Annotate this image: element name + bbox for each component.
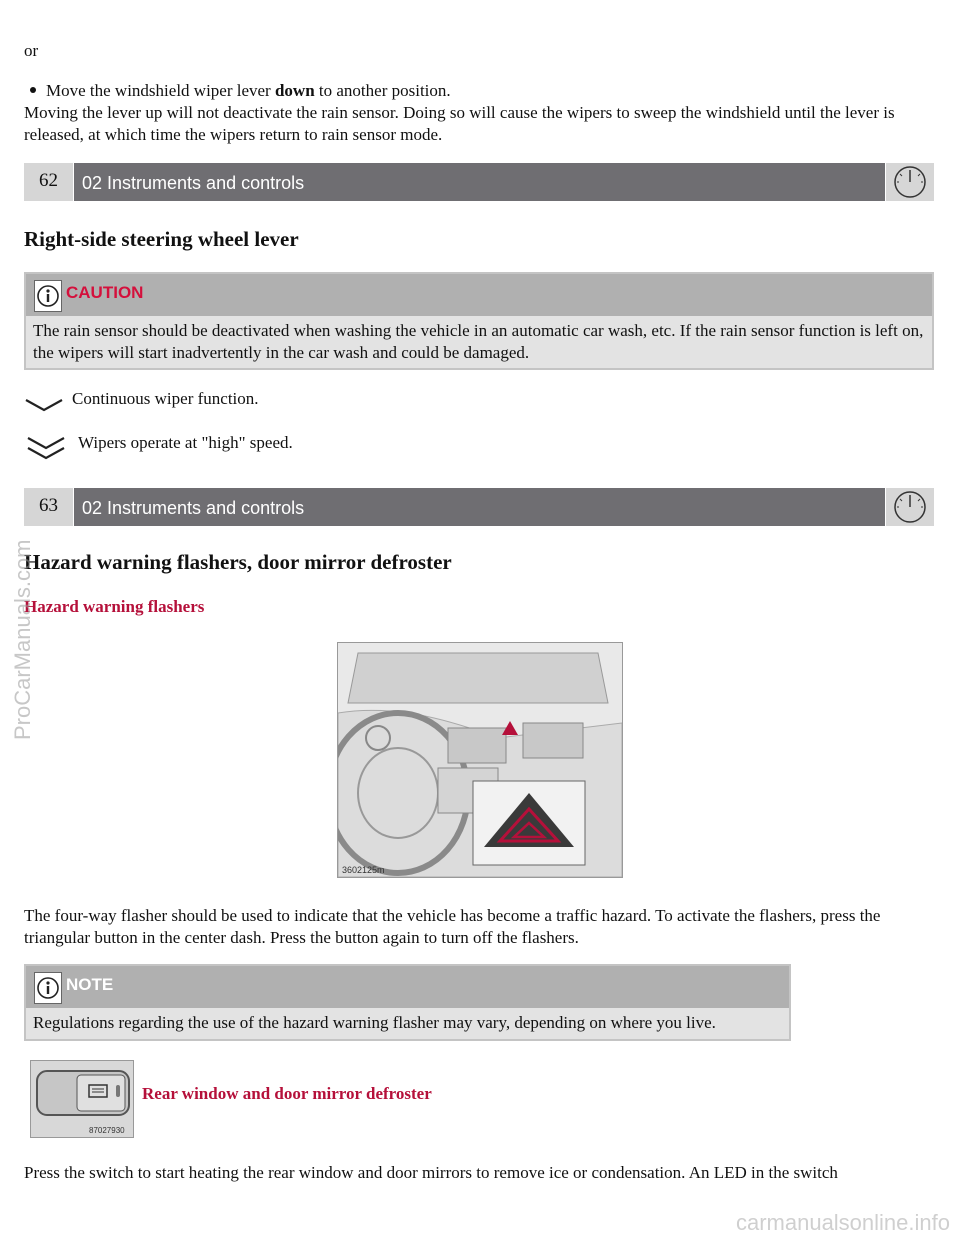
defroster-switch-image bbox=[30, 1060, 134, 1138]
section-header-62 bbox=[24, 163, 934, 201]
note-label: NOTE bbox=[66, 975, 114, 994]
side-watermark-text: ProCarManuals.com bbox=[10, 539, 35, 740]
bullet-dot bbox=[30, 87, 36, 93]
caution-label: CAUTION bbox=[66, 283, 144, 302]
section-title: 02 Instruments and controls bbox=[74, 488, 885, 526]
continuous-wiper-text: Continuous wiper function. bbox=[72, 389, 259, 408]
note-box bbox=[24, 964, 791, 1041]
wiper-single-icon bbox=[24, 394, 64, 414]
page-number: 62 bbox=[24, 163, 73, 201]
note-header bbox=[26, 966, 789, 1008]
caution-box bbox=[24, 272, 934, 370]
or-text: or bbox=[24, 41, 39, 60]
section-title: 02 Instruments and controls bbox=[74, 163, 885, 201]
caution-header bbox=[26, 274, 932, 316]
section-header-63 bbox=[24, 488, 934, 526]
wiper-double-icon bbox=[24, 434, 68, 464]
info-icon bbox=[34, 972, 62, 1004]
high-speed-text: Wipers operate at "high" speed. bbox=[78, 433, 293, 452]
intro-paragraph: Moving the lever up will not deactivate the rain sensor. Doing so will cause the wipers to sweep the windshield until the lever is released, at which time the wipers return to rain sensor mode. bbox=[24, 103, 895, 144]
footer-watermark: carmanualsonline.info bbox=[735, 1210, 950, 1235]
bullet-prefix: Move the windshield wiper lever bbox=[46, 81, 275, 100]
bullet-item bbox=[30, 80, 451, 102]
gauge-icon bbox=[886, 163, 934, 201]
side-watermark bbox=[10, 520, 40, 740]
dashboard-hazard-photo bbox=[337, 642, 623, 878]
info-icon bbox=[34, 280, 62, 312]
switch-image-code: 87027930 bbox=[89, 1126, 125, 1135]
caution-text: The rain sensor should be deactivated when washing the vehicle in an automatic car wash, etc. If the rain sensor function is left on, the wipers will start inadvertently in the car wash and could be damaged. bbox=[26, 316, 932, 368]
page-number: 63 bbox=[24, 488, 73, 526]
gauge-icon bbox=[886, 488, 934, 526]
heading-hazard: Hazard warning flashers, door mirror defroster bbox=[24, 550, 452, 574]
hazard-paragraph: The four-way flasher should be used to indicate that the vehicle has become a traffic hazard. To activate the flashers, press the triangular button in the center dash. Press the button again to turn off the flashers. bbox=[24, 906, 881, 947]
note-text: Regulations regarding the use of the hazard warning flasher may vary, depending on where you live. bbox=[26, 1008, 789, 1039]
bullet-suffix: to another position. bbox=[314, 81, 451, 100]
subheading-defroster: Rear window and door mirror defroster bbox=[142, 1084, 432, 1103]
photo-code: 3602125m bbox=[342, 865, 385, 875]
bullet-bold: down bbox=[274, 81, 315, 100]
heading-right-side-lever: Right-side steering wheel lever bbox=[24, 227, 299, 251]
defroster-paragraph: Press the switch to start heating the rear window and door mirrors to remove ice or condensation. An LED in the switch bbox=[24, 1163, 838, 1182]
subheading-hazard-flashers: Hazard warning flashers bbox=[24, 597, 205, 616]
